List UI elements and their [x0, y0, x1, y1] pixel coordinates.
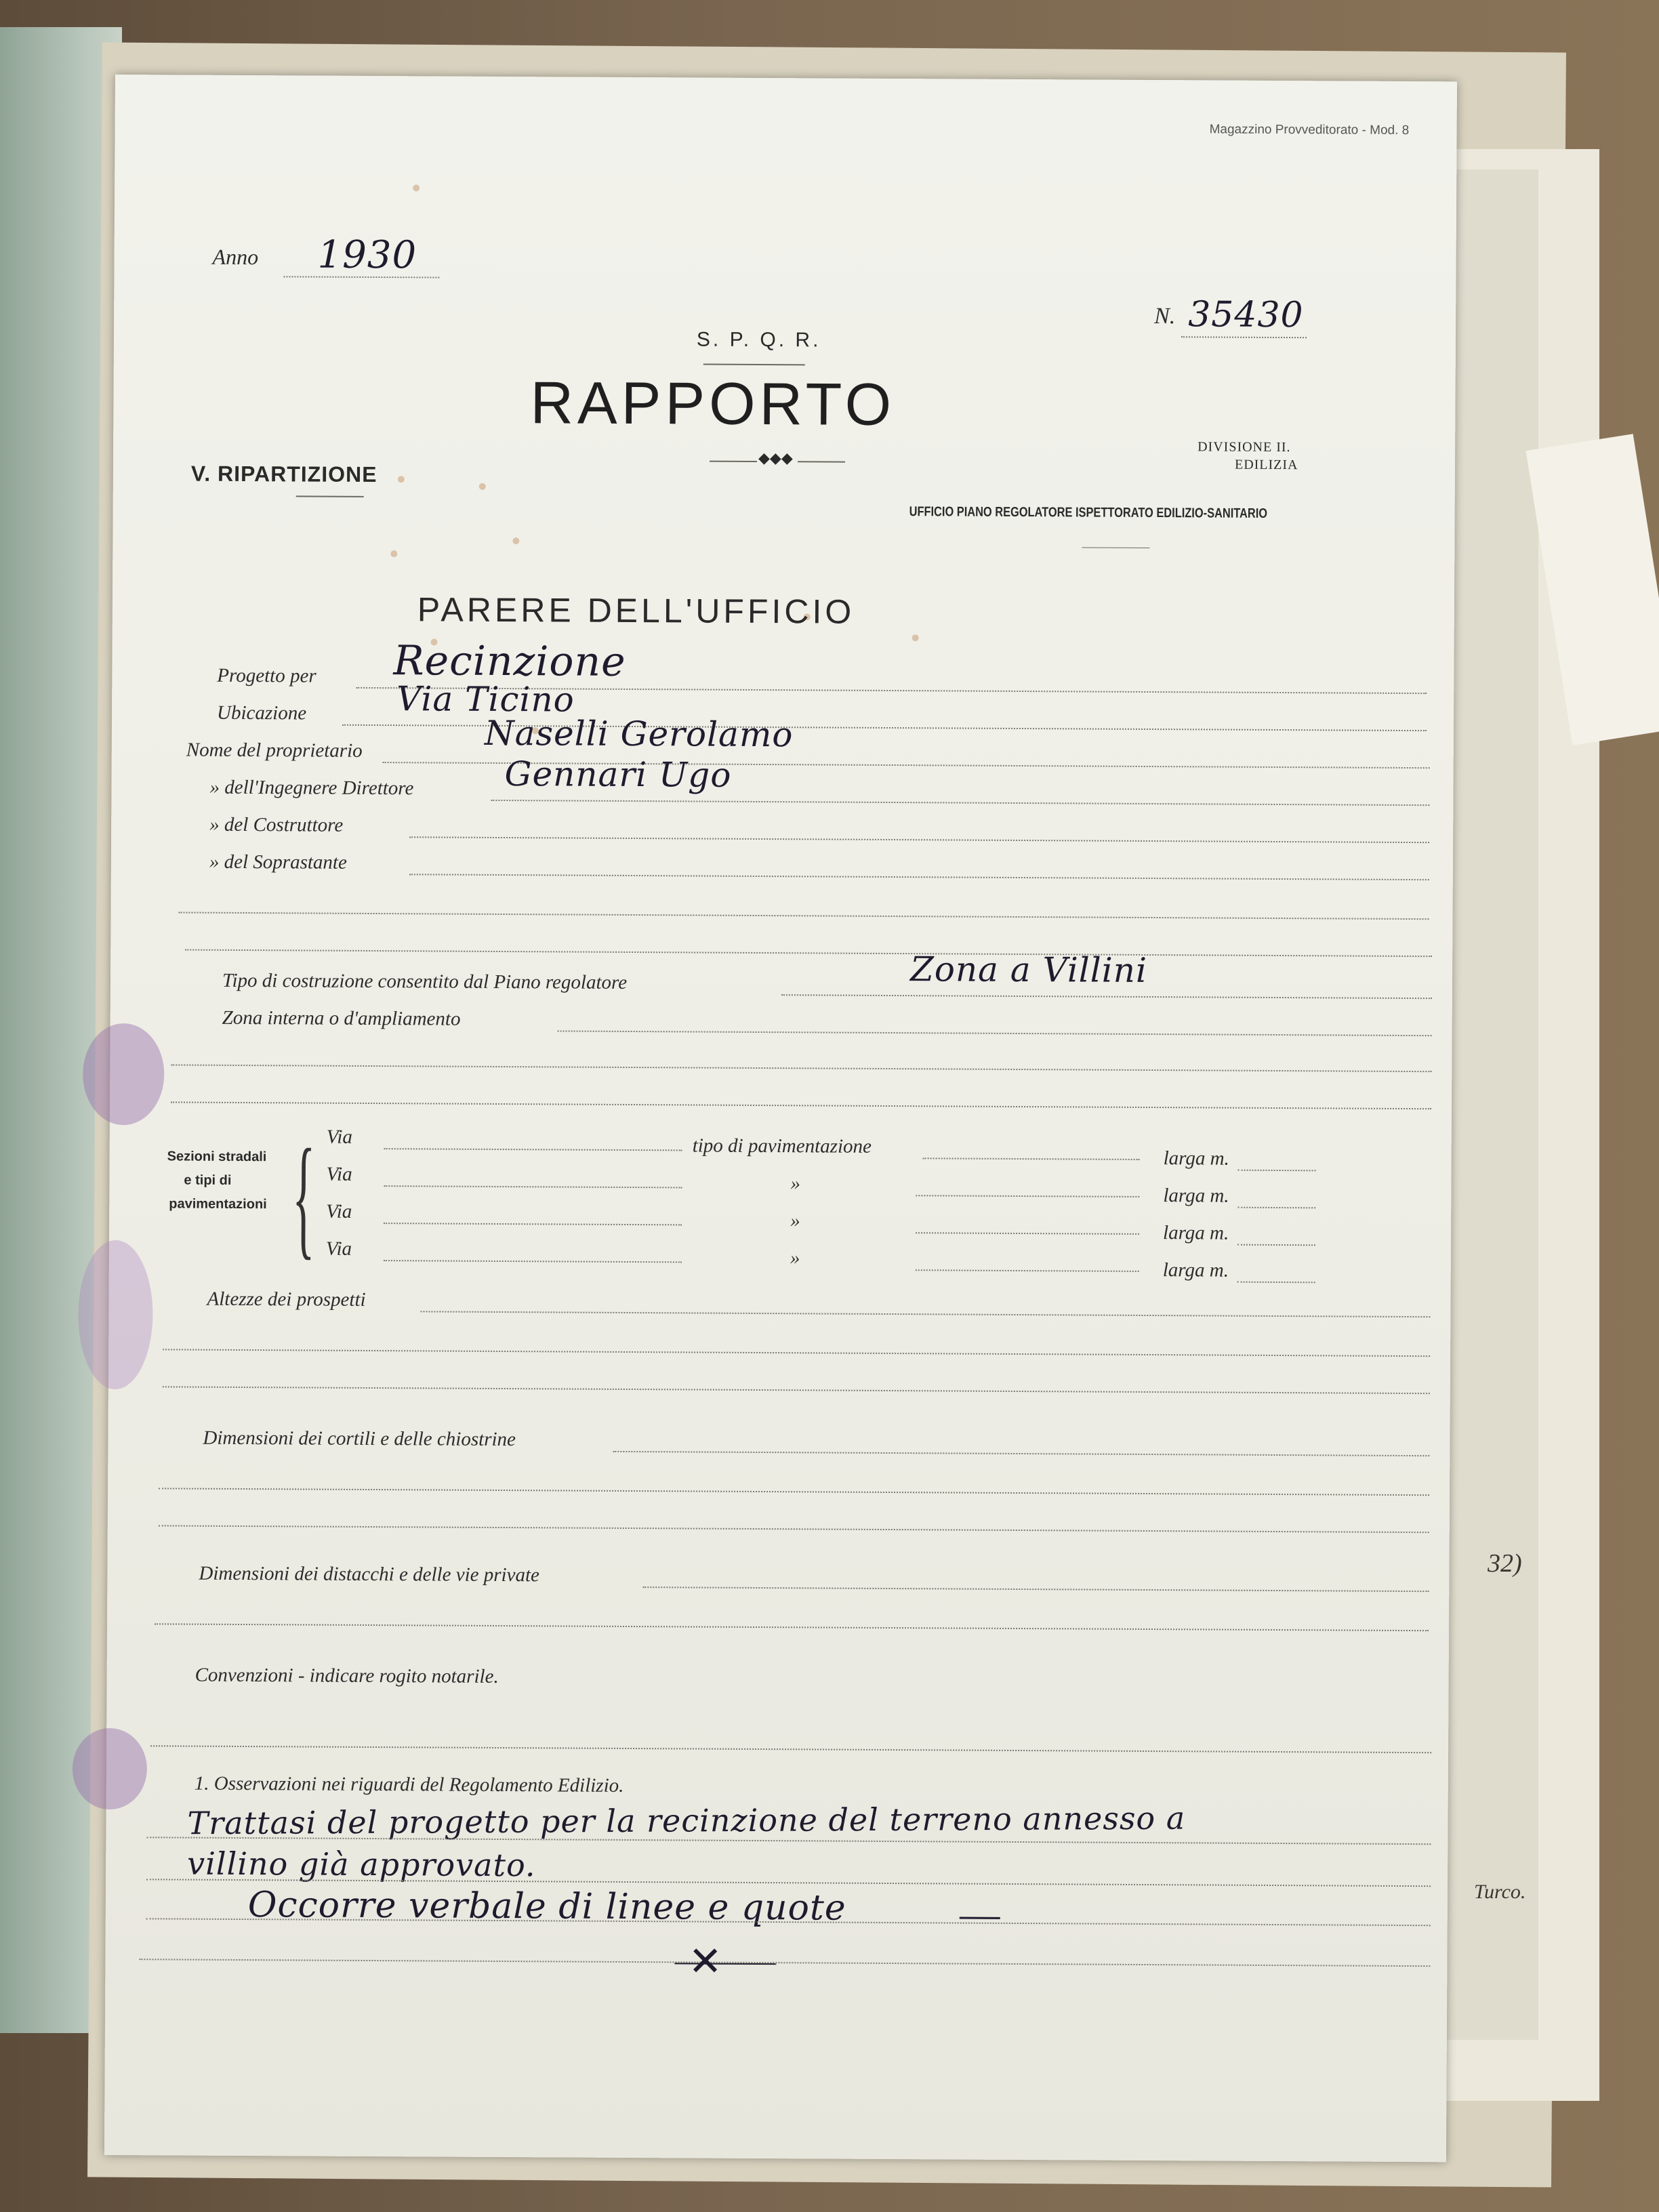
sezioni-side-2: e tipi di	[184, 1172, 232, 1188]
zona-label: Zona interna o d'ampliamento	[222, 1006, 461, 1030]
via-label-1: Via	[326, 1126, 353, 1148]
cortili-label: Dimensioni dei cortili e delle chiostrine	[203, 1427, 516, 1451]
purple-stain-3	[73, 1728, 148, 1810]
page-title: RAPPORTO	[530, 369, 896, 438]
via-label-2: Via	[326, 1163, 352, 1185]
edilizia: EDILIZIA	[1234, 457, 1298, 473]
rapporto-form	[104, 75, 1457, 2162]
tipo-label: Tipo di costruzione consentito dal Piano regolatore	[222, 969, 628, 994]
edge-word: Turco.	[1474, 1881, 1526, 1903]
distacchi-label: Dimensioni dei distacchi e delle vie private	[199, 1562, 540, 1586]
larga-label-3: larga m.	[1162, 1222, 1229, 1244]
costruttore-label: » del Costruttore	[209, 813, 344, 836]
brace: {	[291, 1122, 316, 1272]
via-label-3: Via	[326, 1200, 352, 1223]
soprastante-label: » del Soprastante	[209, 851, 348, 874]
numero-label: N.	[1154, 304, 1176, 329]
purple-stain-1	[83, 1023, 165, 1126]
observation-line-3: Occorre verbale di linee e quote	[247, 1885, 846, 1929]
observation-line-2: villino già approvato.	[187, 1845, 536, 1884]
pavimentazione-label: tipo di pavimentazione	[692, 1134, 872, 1158]
model-number: Magazzino Provveditorato - Mod. 8	[1209, 122, 1410, 138]
ufficio-heading: UFFICIO PIANO REGOLATORE ISPETTORATO EDILIZIO-SANITARIO	[909, 504, 1268, 521]
purple-stain-2	[78, 1240, 153, 1390]
progetto-label: Progetto per	[217, 664, 316, 687]
observation-line-1: Trattasi del progetto per la recinzione del terreno annesso a	[187, 1799, 1186, 1842]
via-label-4: Via	[325, 1237, 352, 1260]
cross-mark: ✕	[688, 1939, 722, 1984]
proprietario-label: Nome del proprietario	[186, 739, 363, 762]
ditto-2: »	[790, 1210, 800, 1232]
anno-label: Anno	[212, 244, 259, 270]
sezioni-side-1: Sezioni stradali	[167, 1149, 267, 1165]
proprietario-value: Naselli Gerolamo	[484, 713, 794, 755]
convenzioni-label: Convenzioni - indicare rogito notarile.	[194, 1664, 499, 1687]
ubicazione-value: Via Ticino	[396, 679, 575, 720]
ditto-1: »	[790, 1172, 801, 1195]
altezze-label: Altezze dei prospetti	[207, 1288, 366, 1311]
tipo-value: Zona a Villini	[909, 949, 1148, 990]
divisione: DIVISIONE II.	[1197, 439, 1291, 455]
larga-label-1: larga m.	[1163, 1147, 1229, 1170]
ingegnere-label: » dell'Ingegnere Direttore	[209, 776, 414, 800]
anno-value: 1930	[317, 232, 417, 278]
spqr-heading: S. P. Q. R.	[696, 328, 821, 352]
numero-value: 35430	[1188, 294, 1304, 336]
edge-mark: 32)	[1488, 1549, 1522, 1578]
ingegnere-value: Gennari Ugo	[504, 754, 732, 795]
larga-label-2: larga m.	[1163, 1185, 1229, 1207]
progetto-value: Recinzione	[393, 637, 626, 686]
sezioni-side-3: pavimentazioni	[169, 1196, 267, 1212]
larga-label-4: larga m.	[1162, 1259, 1229, 1282]
ubicazione-label: Ubicazione	[216, 701, 307, 724]
ornament: ◆◆◆	[758, 449, 793, 467]
ditto-3: »	[790, 1247, 800, 1269]
section-subtitle: PARERE DELL'UFFICIO	[417, 590, 855, 631]
ripartizione: V. RIPARTIZIONE	[190, 461, 377, 487]
osservazioni-label: 1. Osservazioni nei riguardi del Regolamento Edilizio.	[194, 1772, 624, 1797]
